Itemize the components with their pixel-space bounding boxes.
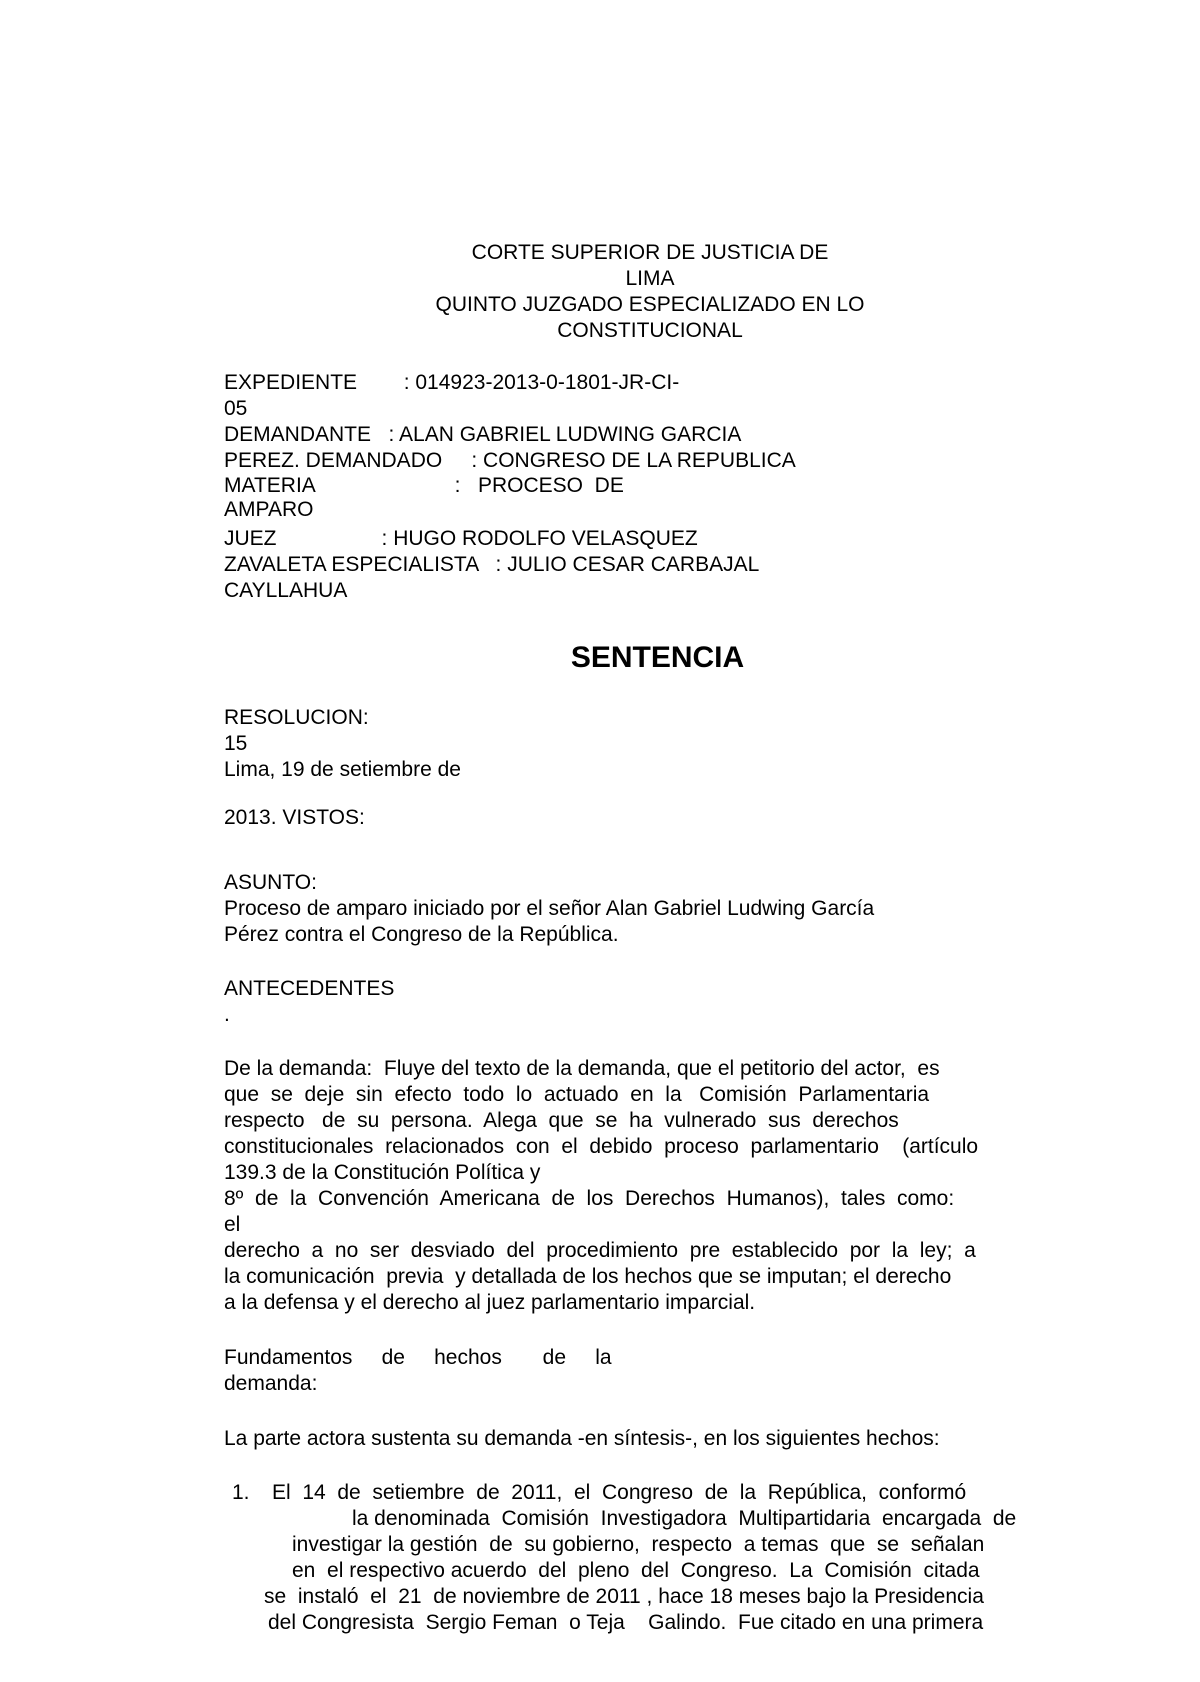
list-item-number: 1. — [232, 1481, 250, 1504]
asunto-line: Pérez contra el Congreso de la República. — [224, 923, 619, 946]
meta-line: EXPEDIENTE : 014923-2013-0-1801-JR-CI- — [224, 371, 680, 394]
resolution-date-cont: 2013. VISTOS: — [224, 806, 365, 829]
fundamentos-line: Fundamentos de hechos de la — [224, 1346, 612, 1369]
paragraph-line: 8º de la Convención Americana de los Derechos Humanos), tales como: — [224, 1187, 955, 1210]
parte-actora-line: La parte actora sustenta su demanda -en síntesis-, en los siguientes hechos: — [224, 1427, 940, 1450]
list-item-line: El 14 de setiembre de 2011, el Congreso de la República, conformó — [272, 1481, 967, 1504]
header-line: CORTE SUPERIOR DE JUSTICIA DE — [471, 241, 829, 264]
demanda-paragraph — [224, 1056, 1104, 1316]
paragraph-line: derecho a no ser desviado del procedimiento pre establecido por la ley; a — [224, 1239, 976, 1262]
paragraph-line: la comunicación previa y detallada de los hechos que se imputan; el derecho — [224, 1265, 952, 1288]
case-metadata — [224, 370, 944, 604]
paragraph-line: constitucionales relacionados con el debido proceso parlamentario (artículo — [224, 1135, 979, 1158]
fundamentos-line: demanda: — [224, 1372, 318, 1395]
list-item-line: se instaló el 21 de noviembre de 2011 , hace 18 meses bajo la Presidencia — [264, 1585, 984, 1608]
asunto-line: Proceso de amparo iniciado por el señor Alan Gabriel Ludwing García — [224, 897, 875, 920]
document-title: SENTENCIA — [570, 641, 745, 674]
meta-line: JUEZ : HUGO RODOLFO VELASQUEZ — [224, 527, 698, 550]
header-line: LIMA — [625, 267, 675, 290]
antecedentes-section — [224, 976, 1104, 1028]
meta-line: MATERIA : PROCESO DE — [224, 474, 624, 497]
list-item-line: del Congresista Sergio Feman o Teja Galindo. Fue citado en una primera — [268, 1611, 984, 1634]
meta-line: 05 — [224, 397, 248, 420]
meta-line: AMPARO — [224, 498, 314, 521]
meta-line: ZAVALETA ESPECIALISTA : JULIO CESAR CARBAJAL — [224, 553, 760, 576]
paragraph-line: que se deje sin efecto todo lo actuado en la Comisión Parlamentaria — [224, 1083, 930, 1106]
antecedentes-dot: . — [224, 1003, 230, 1026]
meta-line: DEMANDANTE : ALAN GABRIEL LUDWING GARCIA — [224, 423, 742, 446]
resolution-block — [224, 705, 461, 831]
court-header — [380, 240, 920, 344]
meta-line: PEREZ. DEMANDADO : CONGRESO DE LA REPUBLICA — [224, 449, 796, 472]
list-item-line: investigar la gestión de su gobierno, respecto a temas que se señalan — [292, 1533, 985, 1556]
list-item — [264, 1480, 1102, 1636]
paragraph-line: De la demanda: Fluye del texto de la demanda, que el petitorio del actor, es — [224, 1057, 940, 1080]
header-line: CONSTITUCIONAL — [557, 319, 743, 342]
paragraph-line: respecto de su persona. Alega que se ha vulnerado sus derechos — [224, 1109, 899, 1132]
fundamentos-heading — [224, 1345, 1104, 1397]
resolution-line: 15 — [224, 732, 248, 755]
paragraph-line: a la defensa y el derecho al juez parlamentario imparcial. — [224, 1291, 756, 1314]
asunto-section — [224, 870, 1104, 948]
paragraph-line: 139.3 de la Constitución Política y — [224, 1161, 541, 1184]
paragraph-line: el — [224, 1213, 241, 1236]
antecedentes-heading: ANTECEDENTES — [224, 977, 395, 1000]
resolution-line: Lima, 19 de setiembre de — [224, 758, 461, 781]
list-item-line: en el respectivo acuerdo del pleno del Congreso. La Comisión citada — [292, 1559, 980, 1582]
meta-line: CAYLLAHUA — [224, 579, 348, 602]
list-item-line: la denominada Comisión Investigadora Multipartidaria encargada de — [352, 1507, 1017, 1530]
header-line: QUINTO JUZGADO ESPECIALIZADO EN LO — [435, 293, 865, 316]
resolution-line: RESOLUCION: — [224, 706, 369, 729]
asunto-heading: ASUNTO: — [224, 871, 317, 894]
